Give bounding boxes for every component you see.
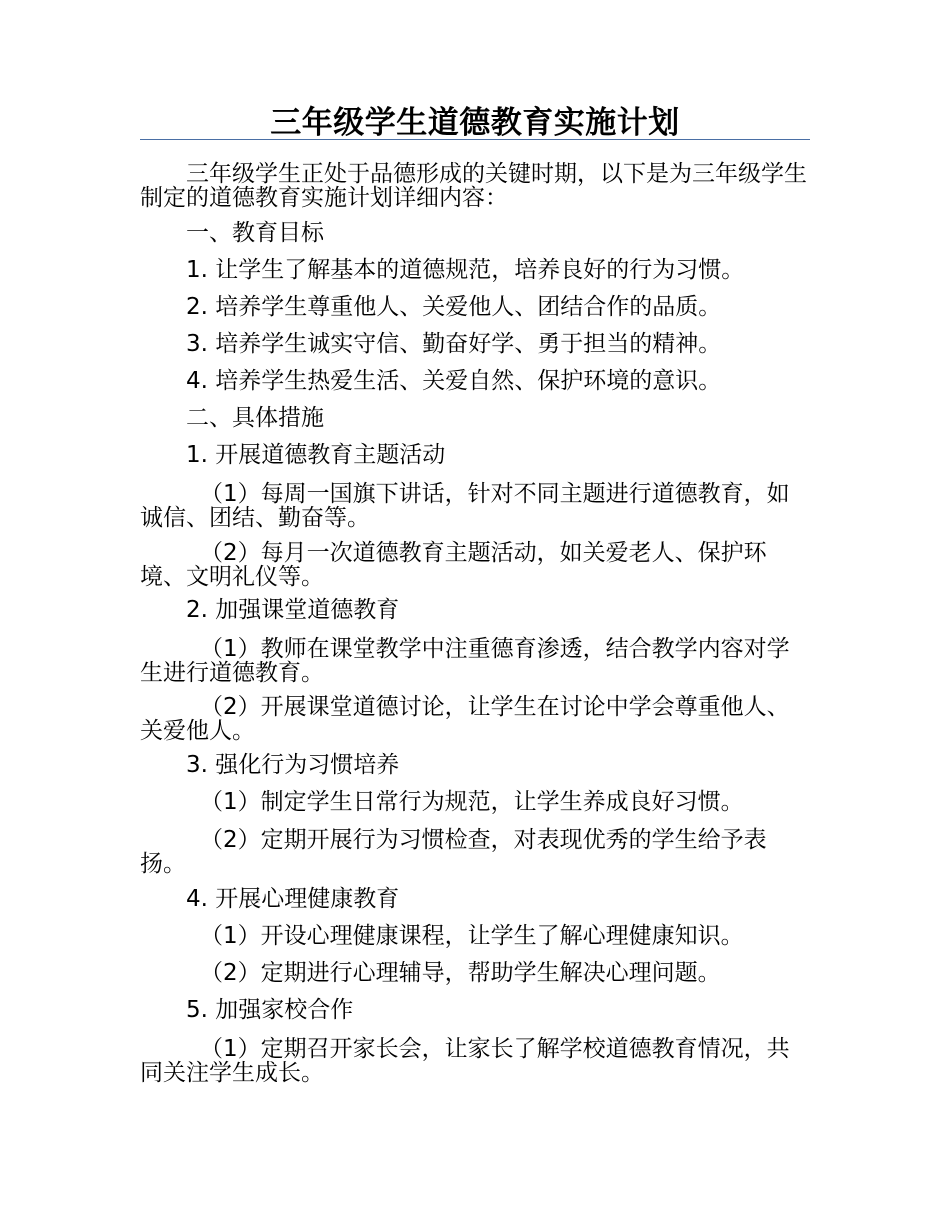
- title-underline: [140, 139, 810, 140]
- goal-item-1: 1. 让学生了解基本的道德规范，培养良好的行为习惯。: [186, 257, 745, 283]
- measure-heading-2: 2. 加强课堂道德教育: [186, 597, 400, 623]
- measure-1-sub-2: （2）每月一次道德教育主题活动，如关爱老人、保护环境、文明礼仪等。: [140, 540, 767, 590]
- goal-item-2: 2. 培养学生尊重他人、关爱他人、团结合作的品质。: [186, 294, 722, 320]
- measure-4-sub-1: （1）开设心理健康课程，让学生了解心理健康知识。: [200, 923, 744, 949]
- measure-heading-4: 4. 开展心理健康教育: [186, 886, 400, 912]
- goal-item-3: 3. 培养学生诚实守信、勤奋好学、勇于担当的精神。: [186, 331, 722, 357]
- measure-2-sub-1: （1）教师在课堂教学中注重德育渗透，结合教学内容对学生进行道德教育。: [140, 636, 790, 686]
- measure-1-sub-1: （1）每周一国旗下讲话，针对不同主题进行道德教育，如诚信、团结、勤奋等。: [140, 481, 790, 531]
- measure-heading-1: 1. 开展道德教育主题活动: [186, 442, 446, 468]
- measure-5-sub-1: （1）定期召开家长会，让家长了解学校道德教育情况，共同关注学生成长。: [140, 1036, 790, 1086]
- measure-4-sub-2: （2）定期进行心理辅导，帮助学生解决心理问题。: [200, 960, 721, 986]
- measure-3-sub-2: （2）定期开展行为习惯检查，对表现优秀的学生给予表扬。: [140, 827, 767, 877]
- page-title: 三年级学生道德教育实施计划: [270, 105, 680, 141]
- intro-paragraph: 三年级学生正处于品德形成的关键时期，以下是为三年级学生制定的道德教育实施计划详细内容：: [140, 161, 807, 211]
- measure-3-sub-1: （1）制定学生日常行为规范，让学生养成良好习惯。: [200, 789, 744, 815]
- goal-item-4: 4. 培养学生热爱生活、关爱自然、保护环境的意识。: [186, 368, 722, 394]
- section-heading-goals: 一、教育目标: [186, 220, 324, 246]
- section-heading-measures: 二、具体措施: [186, 405, 324, 431]
- measure-heading-3: 3. 强化行为习惯培养: [186, 752, 400, 778]
- measure-heading-5: 5. 加强家校合作: [186, 997, 354, 1023]
- measure-2-sub-2: （2）开展课堂道德讨论，让学生在讨论中学会尊重他人、关爱他人。: [140, 694, 790, 744]
